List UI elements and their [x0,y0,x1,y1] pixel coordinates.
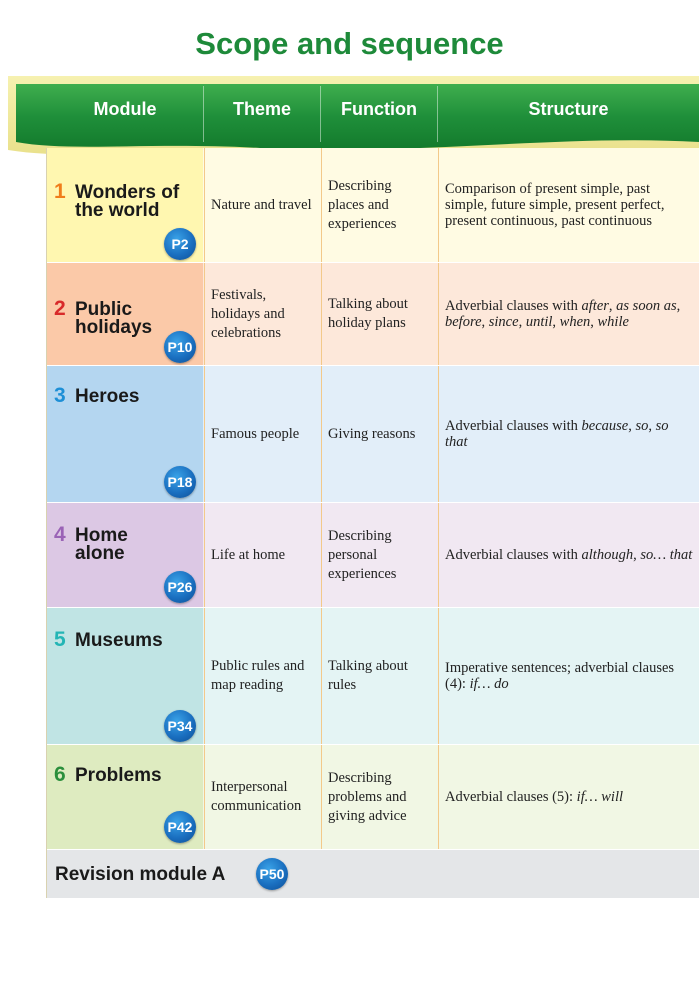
structure-cell [438,503,699,607]
module-title-line: alone [75,543,125,564]
page-badge[interactable]: P18 [164,466,196,498]
function-cell: Describing personal experiences [321,503,437,607]
revision-module-row[interactable] [47,850,699,898]
module-title-line: holidays [75,317,153,338]
module-row [47,263,699,366]
header-module: Module [93,99,157,119]
module-title-line: Home [75,525,128,546]
theme-cell: Festivals, holidays and celebrations [204,263,320,365]
module-number: 1 [54,180,66,203]
module-number: 2 [54,297,66,320]
module-number: 4 [54,523,66,546]
module-title [75,527,128,563]
module-title [75,184,179,220]
module-row [47,366,699,503]
function-cell: Describing problems and giving advice [321,745,437,849]
page-title: Scope and sequence [195,26,504,61]
module-row [47,148,699,263]
function-cell: Describing places and experiences [321,148,437,262]
structure-text: Adverbial clauses with because, so, so that [445,418,669,450]
module-title-line: Museums [75,630,163,651]
module-title-line: Problems [75,765,162,786]
header-structure: Structure [528,99,609,119]
structure-cell [438,263,699,365]
function-cell: Talking about rules [321,608,437,744]
theme-cell: Life at home [204,503,320,607]
header-function: Function [341,99,417,119]
module-title [75,301,152,337]
module-number: 5 [54,628,66,651]
page-badge[interactable]: P2 [164,228,196,260]
module-title-line: Heroes [75,386,140,407]
module-cell[interactable] [47,745,203,849]
module-title [75,767,162,785]
module-cell[interactable] [47,263,203,365]
page-badge-revision[interactable]: P50 [256,858,288,890]
module-number: 6 [54,763,66,786]
theme-cell: Interpersonal communication [204,745,320,849]
page-badge[interactable]: P42 [164,811,196,843]
header-theme: Theme [232,99,292,119]
page-badge[interactable]: P34 [164,710,196,742]
structure-cell [438,148,699,262]
module-cell[interactable] [47,148,203,262]
module-number: 3 [54,384,66,407]
module-row [47,503,699,608]
structure-text: Adverbial clauses (5): if… will [445,789,624,805]
structure-text: Adverbial clauses with after, as soon as, before, since, until, when, while [445,298,681,330]
structure-cell [438,608,699,744]
structure-cell [438,745,699,849]
module-title [75,632,163,650]
module-title-line: Public [75,299,133,320]
theme-cell: Nature and travel [204,148,320,262]
module-cell[interactable] [47,366,203,502]
page-badge[interactable]: P26 [164,571,196,603]
structure-text: Comparison of present simple, past simple, future simple, present perfect, present continuous, past continuous [445,181,665,229]
structure-text: Adverbial clauses with although, so… that [445,547,693,563]
page-badge[interactable]: P10 [164,331,196,363]
module-title [75,388,139,406]
theme-cell: Famous people [204,366,320,502]
module-row [47,608,699,745]
function-cell: Giving reasons [321,366,437,502]
module-cell[interactable] [47,503,203,607]
theme-cell: Public rules and map reading [204,608,320,744]
module-title-line: the world [75,200,160,221]
structure-cell [438,366,699,502]
function-cell: Talking about holiday plans [321,263,437,365]
revision-title: Revision module A [55,864,226,885]
module-title-line: Wonders of [75,182,180,203]
module-row [47,745,699,850]
module-cell[interactable] [47,608,203,744]
structure-text: Imperative sentences; adverbial clauses (4): if… do [445,660,675,692]
